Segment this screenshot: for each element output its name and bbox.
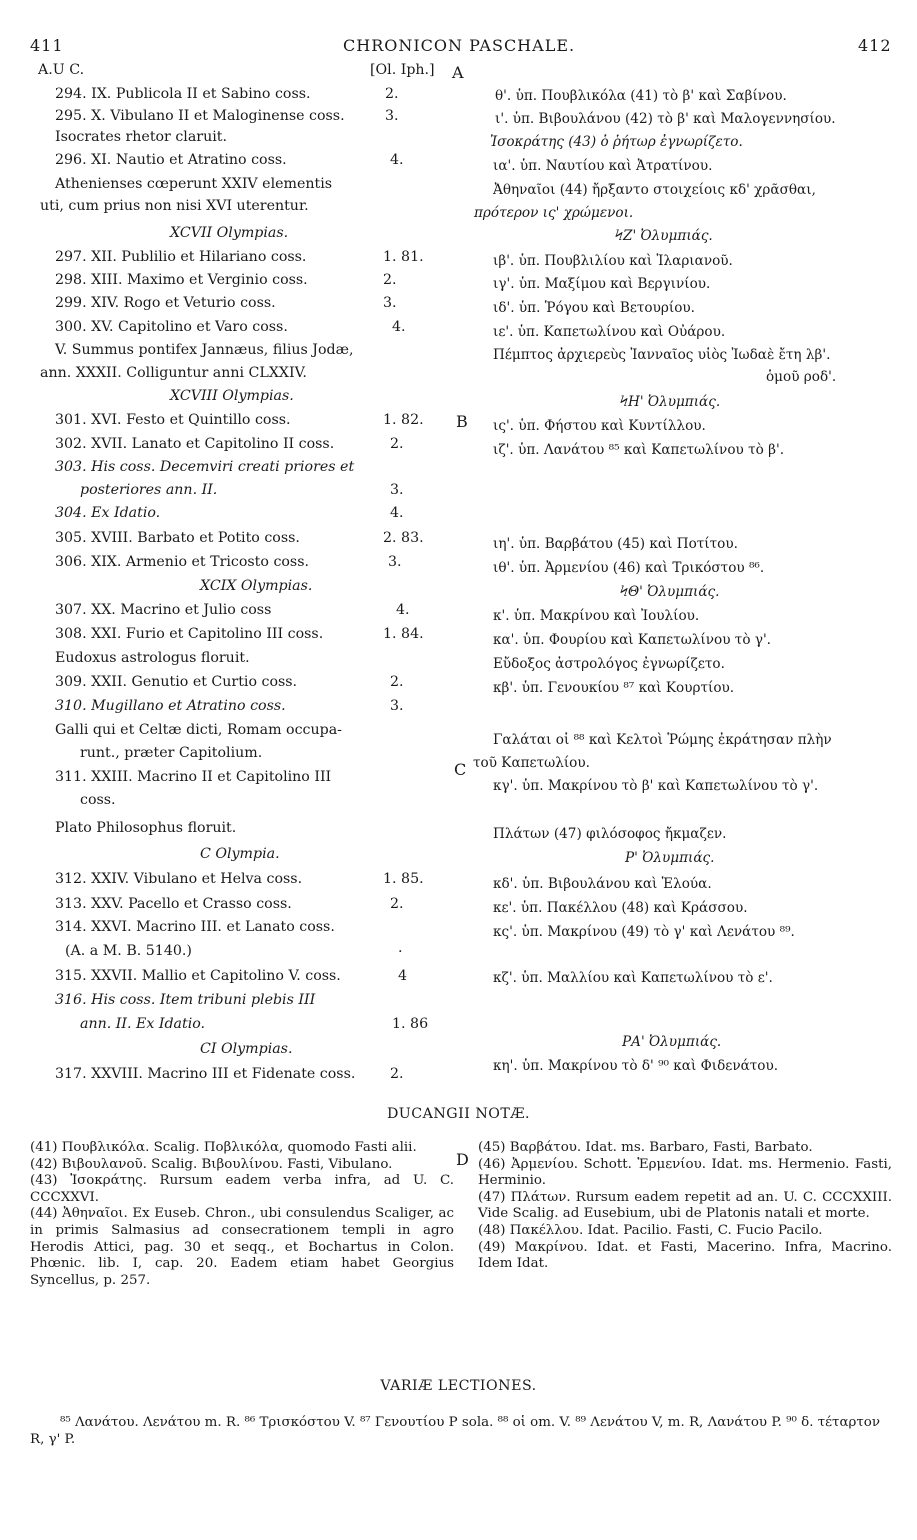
latin-line: ann. XXXII. Colliguntur anni CLXXIV.	[40, 365, 307, 381]
latin-line: Isocrates rhetor claruit.	[55, 129, 227, 145]
latin-line: 307. XX. Macrino et Julio coss	[55, 602, 272, 618]
notes-left-column	[30, 1140, 454, 1289]
latin-line: coss.	[80, 792, 116, 808]
greek-line: Εὔδοξος ἀστρολόγος ἐγνωρίζετο.	[493, 656, 725, 672]
latin-line: 304. Ex Idatio.	[55, 505, 161, 521]
note-item: (41) Πουβλικόλα. Scalig. Ποβλικόλα, quomodo Fasti alii.	[30, 1140, 417, 1155]
olympiad-title: ΡΑ' Ὀλυμπιάς.	[622, 1034, 722, 1050]
olympiad-number: 4.	[390, 152, 404, 168]
note-item: (48) Πακέλλου. Idat. Pacilio. Fasti, C. Fucio Pacilo.	[478, 1222, 823, 1238]
notes-right-column	[478, 1140, 892, 1273]
note-item: (49) Μακρίνου. Idat. et Fasti, Macerino. Infra, Macrino. Idem Idat.	[478, 1239, 892, 1272]
latin-line: 306. XIX. Armenio et Tricosto coss.	[55, 554, 309, 570]
olympiad-number: 2.	[390, 674, 404, 690]
note-item: (44) Ἀθηναῖοι. Ex Euseb. Chron., ubi consulendus Scaliger, ac in primis Salmasius ad consecrationem templi in agro Herodis Attici, pag. 30 et seqq., et Bochartus in Colon. Phœnic. lib. I, cap. 20. Eadem etiam habet Georgius Syncellus, p. 257.	[30, 1206, 454, 1288]
greek-line: ι'. ὑπ. Βιβουλάνου (42) τὸ β' καὶ Μαλογεννησίου.	[495, 111, 836, 127]
olympiad-number: 4	[398, 968, 408, 984]
latin-line: 302. XVII. Lanato et Capitolino II coss.	[55, 436, 335, 452]
auc-heading: A.U C.	[38, 62, 85, 78]
latin-line: 294. IX. Publicola II et Sabino coss.	[55, 86, 311, 102]
olympiad-number: 1. 85.	[383, 871, 424, 887]
latin-line: 312. XXIV. Vibulano et Helva coss.	[55, 871, 303, 887]
olympiad-number: 4.	[390, 505, 404, 521]
greek-line: ιγ'. ὑπ. Μαξίμου καὶ Βεργινίου.	[493, 276, 711, 292]
olympiad-number: 2.	[385, 86, 399, 102]
olympiad-title: XCIX Olympias.	[200, 578, 313, 594]
latin-line: 309. XXII. Genutio et Curtio coss.	[55, 674, 298, 690]
varia-text: ⁸⁵ Λανάτου. Λενάτου m. R. ⁸⁶ Τρισκόστου V. ⁸⁷ Γενουτίου P sola. ⁸⁸ οἱ om. V. ⁸⁹ Λενάτου V, m. R, Λανάτου P. ⁹⁰ δ. τέταρτον R, γ' P.	[30, 1415, 880, 1447]
olympiad-number: 1. 86	[392, 1016, 429, 1032]
greek-line: Γαλάται οἱ ⁸⁸ καὶ Κελτοὶ Ῥώμης ἐκράτησαν πλὴν	[493, 732, 832, 748]
greek-line: κα'. ὑπ. Φουρίου καὶ Καπετωλίνου τὸ γ'.	[493, 632, 772, 648]
latin-line: 300. XV. Capitolino et Varo coss.	[55, 319, 288, 335]
greek-line: Ἀθηναῖοι (44) ἤρξαντο στοιχείοις κδ' χρᾶσθαι,	[493, 182, 816, 198]
greek-line: κγ'. ὑπ. Μακρίνου τὸ β' καὶ Καπετωλίνου τὸ γ'.	[493, 778, 819, 794]
latin-line: 315. XXVII. Mallio et Capitolino V. coss.	[55, 968, 341, 984]
latin-line: ann. II. Ex Idatio.	[80, 1016, 206, 1032]
latin-line: posteriores ann. II.	[80, 482, 218, 498]
olympiad-number: 2.	[390, 896, 404, 912]
latin-line: 317. XXVIII. Macrino III et Fidenate coss.	[55, 1066, 356, 1082]
olympiad-title: XCVII Olympias.	[170, 225, 289, 241]
greek-line: ιη'. ὑπ. Βαρβάτου (45) καὶ Ποτίτου.	[493, 536, 738, 552]
greek-line: ιθ'. ὑπ. Ἀρμενίου (46) καὶ Τρικόστου ⁸⁶.	[493, 560, 765, 576]
greek-line: κε'. ὑπ. Πακέλλου (48) καὶ Κράσσου.	[493, 900, 748, 916]
olympiad-number: 4.	[396, 602, 410, 618]
greek-line: ιδ'. ὑπ. Ῥόγου καὶ Βετουρίου.	[493, 300, 695, 316]
latin-line: 296. XI. Nautio et Atratino coss.	[55, 152, 287, 168]
greek-line: τοῦ Καπετωλίου.	[473, 755, 590, 771]
olympiad-number: 1. 81.	[383, 249, 424, 265]
olympiad-title: ϞΘ' Ὀλυμπιάς.	[620, 584, 720, 600]
greek-line: πρότερον ις' χρώμενοι.	[474, 205, 634, 221]
margin-letter-d: D	[456, 1150, 469, 1169]
olympiad-number: 3.	[390, 482, 404, 498]
olympiad-number: 2. 83.	[383, 530, 424, 546]
page-number-right: 412	[858, 36, 892, 55]
olympiad-title: CI Olympias.	[200, 1041, 293, 1057]
olympiad-number: 3.	[385, 108, 399, 124]
olympiad-number: 3.	[383, 295, 397, 311]
olympiad-title: ϞΗ' Ὀλυμπιάς.	[620, 394, 721, 410]
greek-line: Ἰσοκράτης (43) ὁ ῥήτωρ ἐγνωρίζετο.	[490, 134, 743, 150]
greek-line: κη'. ὑπ. Μακρίνου τὸ δ' ⁹⁰ καὶ Φιδενάτου.	[493, 1058, 779, 1074]
olympiad-number: 1. 82.	[383, 412, 424, 428]
latin-line: 316. His coss. Item tribuni plebis III	[55, 992, 316, 1008]
latin-line: 301. XVI. Festo et Quintillo coss.	[55, 412, 291, 428]
latin-line: 310. Mugillano et Atratino coss.	[55, 698, 286, 714]
latin-line: runt., præter Capitolium.	[80, 745, 263, 761]
latin-line: 299. XIV. Rogo et Veturio coss.	[55, 295, 276, 311]
latin-line: (A. a M. B. 5140.)	[65, 943, 192, 959]
note-item: (45) Βαρβάτου. Idat. ms. Barbaro, Fasti, Barbato.	[478, 1140, 813, 1155]
varia-title: VARIÆ LECTIONES.	[380, 1378, 537, 1394]
olympiad-number: 2.	[390, 1066, 404, 1082]
olympiad-number: .	[398, 940, 403, 956]
page-number-left: 411	[30, 36, 64, 55]
notes-title: DUCANGII NOTÆ.	[386, 1106, 531, 1122]
olympiad-number: 4.	[392, 319, 406, 335]
olympiad-heading: [Ol. Iph.]	[370, 62, 435, 78]
latin-line: 311. XXIII. Macrino II et Capitolino III	[55, 769, 332, 785]
note-item: (47) Πλάτων. Rursum eadem repetit ad an. U. C. CCCXXIII. Vide Scalig. ad Eusebium, ubi de Platonis natali et morte.	[478, 1189, 892, 1222]
greek-line: κς'. ὑπ. Μακρίνου (49) τὸ γ' καὶ Λενάτου ⁸⁹.	[493, 924, 795, 940]
greek-line: Πλάτων (47) φιλόσοφος ἤκμαζεν.	[493, 826, 727, 842]
greek-line: θ'. ὑπ. Πουβλικόλα (41) τὸ β' καὶ Σαβίνου.	[495, 88, 787, 104]
greek-line: κ'. ὑπ. Μακρίνου καὶ Ἰουλίου.	[493, 608, 700, 624]
greek-line: Πέμπτος ἀρχιερεὺς Ἰανναῖος υἱὸς Ἰωδαὲ ἔτη λβ'.	[493, 347, 831, 363]
latin-line: 305. XVIII. Barbato et Potito coss.	[55, 530, 300, 546]
olympiad-title: ϞΖ' Ὀλυμπιάς.	[615, 228, 713, 244]
greek-line: ια'. ὑπ. Ναυτίου καὶ Ἀτρατίνου.	[493, 158, 713, 174]
greek-line: κδ'. ὑπ. Βιβουλάνου καὶ Ἑλούα.	[493, 876, 712, 892]
latin-line: 303. His coss. Decemviri creati priores et	[55, 459, 355, 475]
latin-line: 314. XXVI. Macrino III. et Lanato coss.	[55, 919, 335, 935]
margin-letter-b: B	[456, 412, 468, 431]
latin-line: uti, cum prius non nisi XVI uterentur.	[40, 198, 309, 214]
latin-line: Plato Philosophus floruit.	[55, 820, 237, 836]
latin-line: V. Summus pontifex Jannæus, filius Jodæ,	[55, 342, 354, 358]
greek-line: ὁμοῦ ροδ'.	[766, 369, 837, 385]
olympiad-title: C Olympia.	[200, 846, 280, 862]
olympiad-title: Ρ' Ὀλυμπιάς.	[625, 850, 715, 866]
greek-line: κβ'. ὑπ. Γενουκίου ⁸⁷ καὶ Κουρτίου.	[493, 680, 735, 696]
running-title: CHRONICON PASCHALE.	[343, 36, 576, 55]
latin-line: 295. X. Vibulano II et Maloginense coss.	[55, 108, 345, 124]
latin-line: 313. XXV. Pacello et Crasso coss.	[55, 896, 292, 912]
latin-line: Athenienses cœperunt XXIV elementis	[55, 176, 333, 192]
latin-line: 297. XII. Publilio et Hilariano coss.	[55, 249, 307, 265]
olympiad-number: 3.	[390, 698, 404, 714]
greek-line: ις'. ὑπ. Φήστου καὶ Κυντίλλου.	[493, 418, 706, 434]
olympiad-number: 2.	[383, 272, 397, 288]
olympiad-number: 2.	[390, 436, 404, 452]
latin-line: Galli qui et Celtæ dicti, Romam occupa-	[55, 722, 342, 738]
note-item: (42) Βιβουλανοῦ. Scalig. Βιβουλίνου. Fasti, Vibulano.	[30, 1156, 393, 1172]
margin-letter-c: C	[454, 760, 467, 779]
latin-line: 298. XIII. Maximo et Verginio coss.	[55, 272, 308, 288]
note-item: (43) Ἰσοκράτης. Rursum eadem verba infra, ad U. C. CCCXXVI.	[30, 1173, 454, 1205]
greek-line: ιζ'. ὑπ. Λανάτου ⁸⁵ καὶ Καπετωλίνου τὸ β'.	[493, 442, 785, 458]
note-item: (46) Ἀρμενίου. Schott. Ἑρμενίου. Idat. ms. Hermenio. Fasti, Herminio.	[478, 1156, 892, 1189]
margin-letter-a: A	[452, 63, 464, 82]
olympiad-number: 3.	[388, 554, 402, 570]
olympiad-title: XCVIII Olympias.	[170, 388, 294, 404]
olympiad-number: 1. 84.	[383, 626, 424, 642]
greek-line: ιβ'. ὑπ. Πουβλιλίου καὶ Ἱλαριανοῦ.	[493, 253, 733, 269]
latin-line: 308. XXI. Furio et Capitolino III coss.	[55, 626, 324, 642]
greek-line: ιε'. ὑπ. Καπετωλίνου καὶ Οὐάρου.	[493, 324, 726, 340]
greek-line: κζ'. ὑπ. Μαλλίου καὶ Καπετωλίνου τὸ ε'.	[493, 970, 773, 986]
latin-line: Eudoxus astrologus floruit.	[55, 650, 250, 666]
